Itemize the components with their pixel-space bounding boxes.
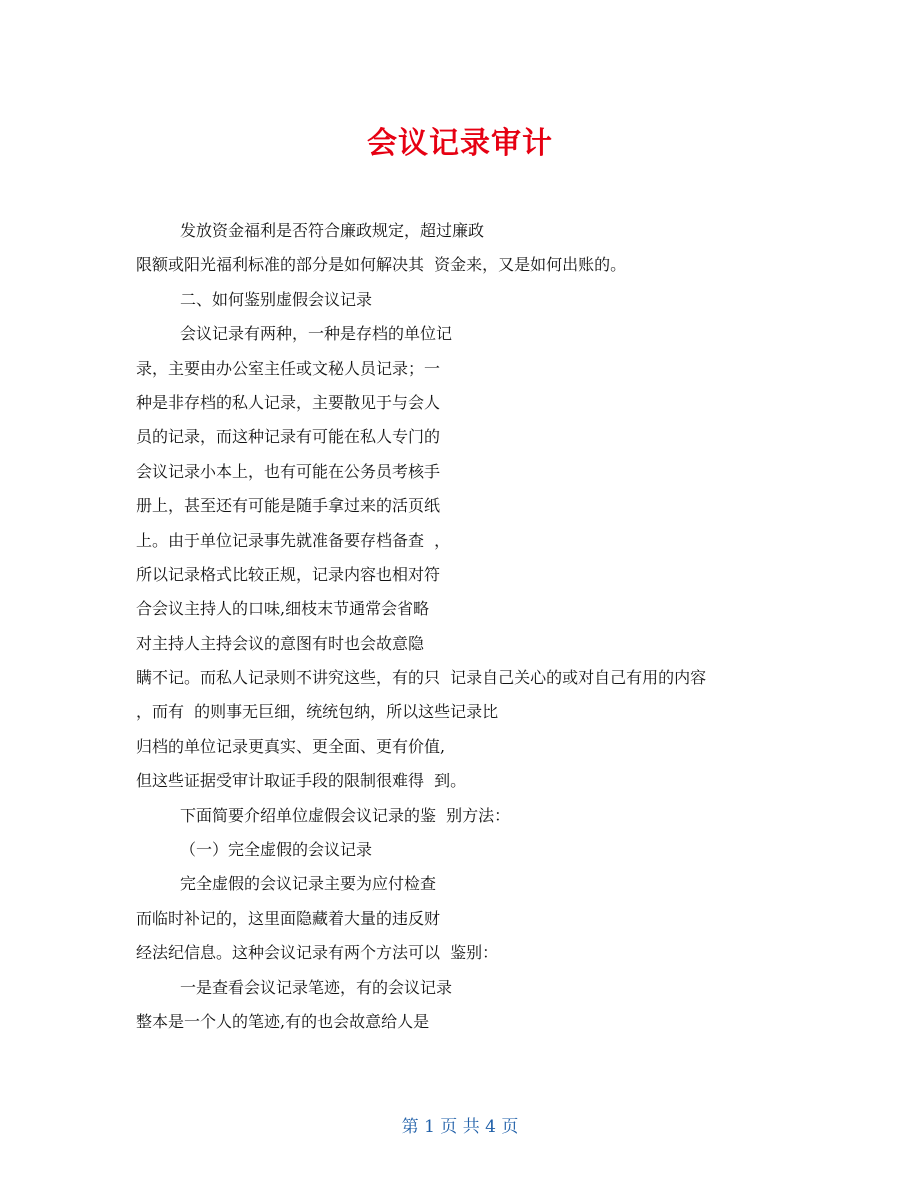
page-number-footer: 第 1 页 共 4 页	[401, 1117, 519, 1137]
text-line: 录，主要由办公室主任或文秘人员记录；一	[136, 358, 441, 378]
text-line: 归档的单位记录更真实、更全面、更有价值,	[136, 736, 446, 756]
text-line: 发放资金福利是否符合廉政规定，超过廉政	[180, 221, 485, 240]
text-line: （一）完全虚假的会议记录	[180, 840, 373, 860]
text-line: 瞒不记。而私人记录则不讲究这些，有的只 记录自己关心的或对自己有用的内容	[136, 668, 707, 688]
text-line: 所以记录格式比较正规，记录内容也相对符	[136, 564, 441, 584]
text-line: 限额或阳光福利标准的部分是如何解决其 资金来，又是如何出账的。	[136, 255, 627, 275]
text-line: 员的记录，而这种记录有可能在私人专门的	[136, 427, 441, 447]
text-line: 二、如何鉴别虚假会议记录	[180, 289, 373, 309]
text-line: 会议记录有两种，一种是存档的单位记	[180, 324, 453, 344]
text-line: 完全虚假的会议记录主要为应付检查	[180, 874, 437, 894]
text-line: ，而有 的则事无巨细，统统包纳，所以这些记录比	[136, 702, 499, 722]
text-line: 合会议主持人的口味,细枝末节通常会省略	[136, 599, 430, 619]
text-line: 整本是一个人的笔迹,有的也会故意给人是	[136, 1011, 430, 1031]
text-line: 但这些证据受审计取证手段的限制很难得 到。	[136, 771, 467, 791]
text-line: 册上，甚至还有可能是随手拿过来的活页纸	[136, 496, 441, 516]
document-body	[136, 214, 836, 1039]
text-line: 上。由于单位记录事先就准备要存档备查 ，	[136, 530, 451, 550]
text-line: 下面简要介绍单位虚假会议记录的鉴 别方法：	[180, 805, 511, 825]
document-title: 会议记录审计	[367, 126, 553, 161]
text-line: 会议记录小本上，也有可能在公务员考核手	[136, 461, 441, 481]
text-line: 而临时补记的，这里面隐藏着大量的违反财	[136, 908, 441, 928]
text-line: 种是非存档的私人记录，主要散见于与会人	[136, 392, 441, 412]
text-line: 经法纪信息。这种会议记录有两个方法可以 鉴别：	[136, 943, 499, 963]
text-line: 对主持人主持会议的意图有时也会故意隐	[136, 633, 425, 653]
text-line: 一是查看会议记录笔迹，有的会议记录	[180, 977, 453, 997]
